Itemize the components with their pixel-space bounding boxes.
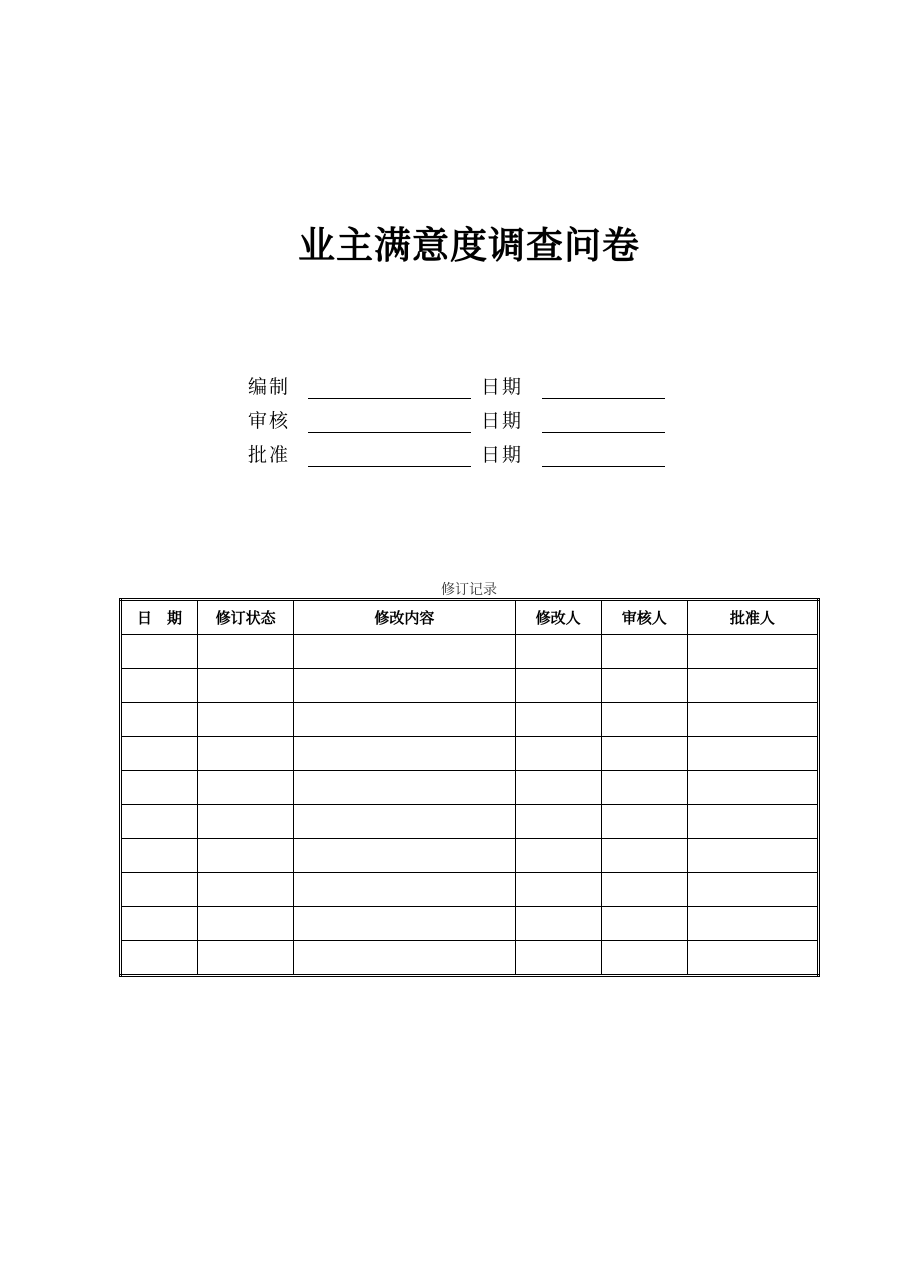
table-cell[interactable]: [515, 941, 601, 976]
date-line: [542, 432, 665, 433]
revision-table-caption: 修订记录: [441, 582, 497, 598]
table-cell[interactable]: [687, 703, 818, 737]
table-cell[interactable]: [121, 669, 198, 703]
table-row: [121, 737, 819, 771]
table-cell[interactable]: [687, 737, 818, 771]
table-cell[interactable]: [121, 805, 198, 839]
table-cell[interactable]: [687, 839, 818, 873]
date-line: [542, 398, 665, 399]
column-header-approver: 批准人: [687, 600, 818, 635]
signoff-block: [248, 368, 678, 470]
table-cell[interactable]: [198, 839, 294, 873]
table-cell[interactable]: [687, 771, 818, 805]
table-cell[interactable]: [294, 873, 515, 907]
table-cell[interactable]: [198, 635, 294, 669]
table-cell[interactable]: [294, 805, 515, 839]
table-cell[interactable]: [198, 805, 294, 839]
table-cell[interactable]: [601, 703, 687, 737]
table-cell[interactable]: [515, 737, 601, 771]
table-cell[interactable]: [601, 839, 687, 873]
table-row: [121, 873, 819, 907]
table-cell[interactable]: [198, 771, 294, 805]
table-cell[interactable]: [121, 839, 198, 873]
table-cell[interactable]: [121, 873, 198, 907]
document-title: 业主满意度调查问卷: [298, 223, 640, 267]
table-cell[interactable]: [515, 771, 601, 805]
table-cell[interactable]: [294, 669, 515, 703]
revision-table-body: [121, 635, 819, 976]
signoff-label: 审核: [248, 410, 291, 432]
table-cell[interactable]: [294, 635, 515, 669]
table-row: [121, 771, 819, 805]
signature-line: [308, 466, 471, 467]
table-cell[interactable]: [601, 635, 687, 669]
table-row: [121, 907, 819, 941]
table-cell[interactable]: [515, 669, 601, 703]
table-cell[interactable]: [601, 873, 687, 907]
signoff-row-prepared: [248, 368, 678, 402]
table-cell[interactable]: [121, 907, 198, 941]
table-cell[interactable]: [121, 703, 198, 737]
table-cell[interactable]: [515, 635, 601, 669]
column-header-revision-status: 修订状态: [198, 600, 294, 635]
table-cell[interactable]: [601, 771, 687, 805]
date-line: [542, 466, 665, 467]
date-label: 日期: [481, 444, 524, 466]
table-cell[interactable]: [121, 771, 198, 805]
table-cell[interactable]: [687, 907, 818, 941]
table-cell[interactable]: [515, 907, 601, 941]
table-cell[interactable]: [687, 805, 818, 839]
table-cell[interactable]: [515, 873, 601, 907]
table-row: [121, 635, 819, 669]
signoff-label: 批准: [248, 444, 291, 466]
column-header-change-content: 修改内容: [294, 600, 515, 635]
column-header-reviewer: 审核人: [601, 600, 687, 635]
table-cell[interactable]: [294, 771, 515, 805]
table-cell[interactable]: [294, 941, 515, 976]
table-cell[interactable]: [601, 941, 687, 976]
signoff-row-approved: [248, 436, 678, 470]
table-cell[interactable]: [198, 873, 294, 907]
table-cell[interactable]: [515, 805, 601, 839]
table-cell[interactable]: [198, 703, 294, 737]
table-row: [121, 703, 819, 737]
table-cell[interactable]: [601, 907, 687, 941]
table-cell[interactable]: [294, 703, 515, 737]
revision-record-table: [119, 598, 820, 977]
table-cell[interactable]: [121, 737, 198, 771]
date-label: 日期: [481, 410, 524, 432]
signoff-row-reviewed: [248, 402, 678, 436]
date-label: 日期: [481, 376, 524, 398]
table-cell[interactable]: [687, 669, 818, 703]
table-cell[interactable]: [687, 873, 818, 907]
table-cell[interactable]: [515, 703, 601, 737]
table-row: [121, 839, 819, 873]
table-cell[interactable]: [601, 669, 687, 703]
column-header-date: 日 期: [121, 600, 198, 635]
table-cell[interactable]: [198, 941, 294, 976]
table-cell[interactable]: [687, 635, 818, 669]
table-cell[interactable]: [198, 669, 294, 703]
table-cell[interactable]: [601, 805, 687, 839]
table-cell[interactable]: [294, 839, 515, 873]
table-cell[interactable]: [515, 839, 601, 873]
table-row: [121, 805, 819, 839]
table-cell[interactable]: [121, 941, 198, 976]
signature-line: [308, 398, 471, 399]
table-row: [121, 941, 819, 976]
table-cell[interactable]: [121, 635, 198, 669]
table-cell[interactable]: [294, 737, 515, 771]
table-cell[interactable]: [294, 907, 515, 941]
table-header-row: [121, 600, 819, 635]
column-header-modifier: 修改人: [515, 600, 601, 635]
table-cell[interactable]: [601, 737, 687, 771]
signature-line: [308, 432, 471, 433]
table-row: [121, 669, 819, 703]
table-cell[interactable]: [198, 737, 294, 771]
table-cell[interactable]: [687, 941, 818, 976]
table-cell[interactable]: [198, 907, 294, 941]
signoff-label: 编制: [248, 376, 291, 398]
